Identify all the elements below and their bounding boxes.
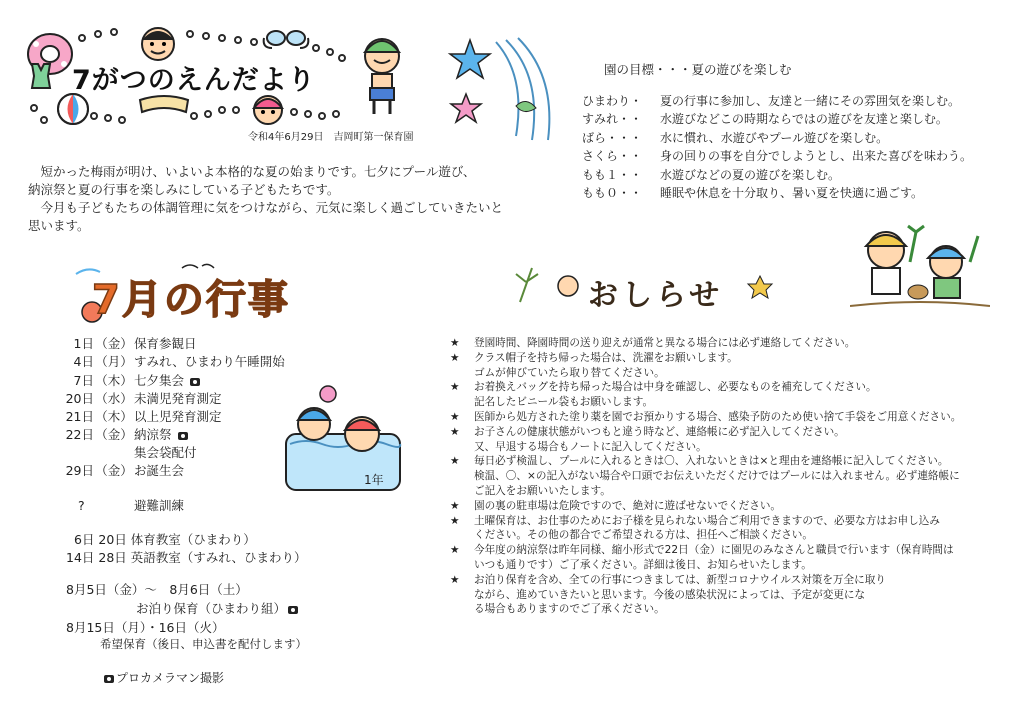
star-bullet-icon: ★ (450, 514, 460, 527)
notice-item (450, 380, 1000, 410)
notice-line: 医師から処方された塗り薬を園でお預かりする場合、感染予防のため使い捨て手袋をご用意ください。 (474, 410, 962, 423)
goal-text: 夏の行事に参加し、友達と一緒にその雰囲気を楽しむ。 (660, 94, 961, 108)
event-row (60, 352, 285, 370)
class-name: ひまわり・ (582, 94, 643, 108)
notice-line: ながら、進めていきたいと思います。今後の感染状況によっては、予定が変更にな (474, 588, 866, 601)
class-name: もも０・・ (582, 186, 643, 201)
class-name: さくら・・ (582, 149, 643, 164)
goals-title: 園の目標・・・夏の遊びを楽しむ (604, 62, 792, 77)
class-goals-list (582, 92, 972, 202)
notice-line: お着換えバッグを持ち帰った場合は中身を確認し、必要なものを補充してください。 (474, 381, 877, 394)
notice-line: 土曜保育は、お仕事のためにお子様を見られない場合ご利用できますので、必要な方はお申し込み (474, 514, 940, 527)
pe-class-row: 6日 20日 体育教室（ひまわり） (74, 532, 256, 547)
notice-line: 記名したビニール袋もお願いします。 (474, 396, 654, 409)
evacuation-date-mark: ? (78, 498, 85, 513)
notice-heading: おしらせ (588, 278, 724, 313)
evacuation-row (78, 496, 184, 514)
notice-item (450, 336, 1000, 351)
notice-line: クラス帽子を持ち帰った場合は、洗濯をお願いします。 (474, 351, 738, 364)
intro-line: 思います。 (28, 218, 90, 233)
event-name: 集会袋配付 (134, 445, 197, 460)
pool-children-illustration (276, 384, 408, 500)
event-name: 納涼祭 (134, 427, 172, 442)
goal-row (582, 147, 972, 165)
camera-icon (288, 606, 298, 614)
intro-line: 短かった梅雨が明け、いよいよ本格的な夏の始まりです。七夕にプール遊び、 (28, 164, 476, 179)
hope-dates: 8月15日（月）・16日（火） (66, 620, 225, 635)
stars-streamer-illustration (446, 36, 558, 144)
newsletter-title: 7がつのえんだより (72, 65, 316, 96)
class-name: もも１・・ (582, 167, 643, 182)
english-class-row: 14日 28日 英語教室（すみれ、ひまわり） (66, 550, 307, 565)
event-day: 20日 (65, 391, 94, 406)
event-row (60, 425, 188, 443)
intro-line: 納涼祭と夏の行事を楽しみにしている子どもたちです。 (28, 182, 340, 197)
goal-row (582, 92, 972, 110)
event-name: 避難訓練 (134, 498, 185, 513)
notice-line: お子さんの健康状態がいつもと違う時など、連絡帳に必ず記入してください。 (474, 425, 845, 438)
star-bullet-icon: ★ (450, 499, 460, 512)
event-weekday: （木） (95, 409, 133, 424)
beach-ball-illustration (56, 92, 90, 126)
notice-item (450, 573, 1000, 617)
star-bullet-icon: ★ (450, 381, 460, 394)
notice-line: る場合もありますのでご了承ください。 (474, 603, 665, 616)
notice-line: ゴムが伸びていたら取り替てください。 (474, 366, 665, 379)
notice-item (450, 425, 1000, 455)
camera-icon (178, 432, 188, 440)
event-weekday: （水） (95, 391, 133, 406)
schedule-heading: 7月の行事 (92, 277, 290, 323)
goal-text: 水遊びなどの夏の遊びを楽しむ。 (660, 167, 841, 182)
overnight-row (136, 599, 298, 617)
event-weekday: （金） (95, 336, 133, 351)
overnight-dates: 8月5日（金）～ 8月6日（土） (66, 582, 248, 597)
goal-text: 身の回りの事を自分でしようとし、出来た喜びを味わう。 (660, 149, 973, 164)
intro-message (28, 163, 538, 235)
star-bullet-icon: ★ (450, 410, 460, 423)
event-weekday: （金） (95, 427, 133, 442)
camera-footnote (104, 669, 224, 686)
goal-row (582, 129, 972, 147)
notice-line: いつも通りです）ご了承ください。詳細は後日、お知らせいたします。 (474, 558, 812, 571)
star-bullet-icon: ★ (450, 337, 460, 349)
star-bullet-icon: ★ (450, 455, 460, 468)
notice-line: 検温、〇、×の記入がない場合や口頭でお伝えいただくだけではプールには入れません。必ず連絡帳に (474, 470, 960, 483)
notice-line: ください。その他の都合でご希望される方は、担任へご相談ください。 (474, 529, 813, 542)
goal-text: 水に慣れ、水遊びやプール遊びを楽しむ。 (660, 130, 889, 145)
notice-line: 登園時間、降園時間の送り迎えが通常と異なる場合には必ず連絡してください。 (474, 337, 856, 349)
notice-list (450, 336, 1000, 617)
event-name: 以上児発育測定 (134, 409, 222, 424)
star-bullet-icon: ★ (450, 544, 460, 557)
event-name: お泊り保育（ひまわり組） (136, 601, 287, 616)
event-row (60, 334, 197, 352)
issue-date-line: 令和4年6月29日 吉岡町第一保育園 (248, 132, 414, 143)
event-day: 22日 (65, 427, 94, 442)
class-name: すみれ・・ (582, 112, 643, 127)
event-name: すみれ、ひまわり午睡開始 (134, 354, 285, 369)
child-diving-illustration (352, 26, 412, 116)
event-row (60, 371, 200, 389)
camera-icon (104, 675, 114, 683)
notice-item (450, 543, 1000, 573)
star-bullet-icon: ★ (450, 425, 460, 438)
notice-item (450, 499, 1000, 514)
event-row (60, 461, 184, 479)
class-name: ばら・・・ (582, 130, 643, 145)
gardening-children-illustration (850, 222, 990, 312)
event-day: 29日 (65, 463, 94, 478)
event-row (60, 407, 222, 425)
intro-line: 今月も子どもたちの体調管理に気をつけながら、元気に楽しく過ごしていきたいと (28, 200, 504, 215)
goggles-illustration (262, 26, 310, 50)
event-day: 21日 (65, 409, 94, 424)
notice-line: 毎日必ず検温し、プールに入れるときは〇、入れないときは×と理由を連絡帳に記入してください。 (474, 455, 949, 468)
swimsuit-illustration (28, 62, 54, 90)
goal-text: 睡眠や休息を十分取り、暑い夏を快適に過ごす。 (660, 186, 924, 201)
notice-item (450, 410, 1000, 425)
hope-row: 希望保育（後日、申込書を配付します） (100, 637, 307, 651)
event-day: 1日 (73, 336, 94, 351)
child-face-illustration (136, 22, 180, 62)
event-row (60, 443, 197, 461)
event-name: 七夕集会 (134, 373, 185, 388)
event-name: 保育参観日 (134, 336, 197, 351)
event-weekday: （金） (95, 463, 133, 478)
notice-item (450, 454, 1000, 498)
notice-item (450, 351, 1000, 381)
event-day: 4日 (73, 354, 94, 369)
notice-line: お泊り保育を含め、全ての行事につきましては、新型コロナウイルス対策を万全に取り (474, 573, 886, 586)
event-row (60, 389, 222, 407)
event-weekday: （木） (95, 373, 133, 388)
event-weekday: （月） (95, 354, 133, 369)
svg-text:1年: 1年 (364, 473, 384, 487)
event-name: お誕生会 (134, 463, 185, 478)
notice-line: ご記入をお願いいたします。 (474, 484, 611, 497)
event-day: 7日 (73, 373, 94, 388)
goal-row (582, 184, 972, 202)
footnote-text: プロカメラマン撮影 (116, 671, 225, 685)
star-bullet-icon: ★ (450, 573, 460, 586)
notice-line: 園の裏の駐車場は危険ですので、絶対に遊ばせないでください。 (474, 499, 782, 512)
notice-line: 又、早退する場合もノートに記入してください。 (474, 440, 707, 453)
notice-line: 今年度の納涼祭は昨年同様、縮小形式で22日（金）に園児のみなさんと職員で行います（保育時間は (474, 544, 954, 557)
star-bullet-icon: ★ (450, 351, 460, 364)
goal-text: 水遊びなどこの時期ならではの遊びを友達と楽しむ。 (660, 112, 948, 127)
event-name: 未満児発育測定 (134, 391, 222, 406)
goal-row (582, 110, 972, 128)
notice-item (450, 514, 1000, 544)
camera-icon (190, 378, 200, 386)
goal-row (582, 166, 972, 184)
